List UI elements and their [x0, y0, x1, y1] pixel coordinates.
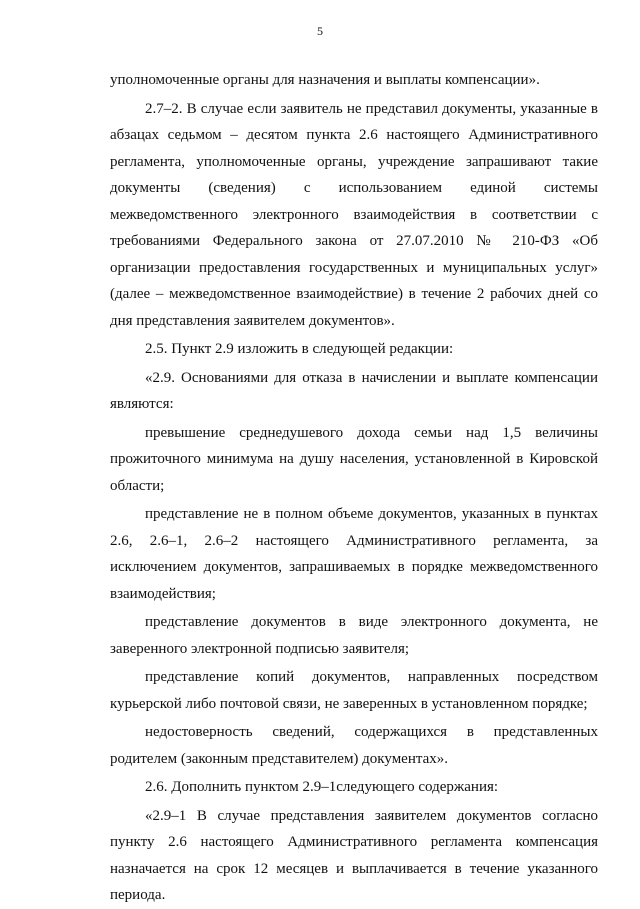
paragraph-refusal-unreliable: недостоверность сведений, содержащихся в представленных родителем (законным представителем) документах». — [110, 724, 598, 767]
paragraph-refusal-income: превышение среднедушевого дохода семьи над 1,5 величины прожиточного минимума на душу населения, установленной в Кировской области; — [110, 424, 598, 494]
paragraph-refusal-incomplete: представление не в полном объеме документов, указанных в пунктах 2.6, 2.6–1, 2.6–2 настоящего Административного регламента, за исключением документов, запрашиваемых в порядке межведомственного взаимодействия; — [110, 506, 598, 602]
paragraph-refusal-electronic: представление документов в виде электронного документа, не заверенного электронной подписью заявителя; — [110, 614, 598, 657]
document-body — [110, 67, 598, 909]
page-number: 5 — [317, 24, 323, 38]
paragraph-2-9-intro: «2.9. Основаниями для отказа в начислении и выплате компенсации являются: — [110, 369, 598, 412]
paragraph-2-9-1: «2.9–1 В случае представления заявителем документов согласно пункту 2.6 настоящего Административного регламента компенсация назначается на срок 12 месяцев и выплачивается в течение указанного периода. — [110, 807, 598, 903]
paragraph-2-6: 2.6. Дополнить пунктом 2.9–1следующего содержания: — [145, 779, 499, 795]
paragraph-2-7-2: 2.7–2. В случае если заявитель не представил документы, указанные в абзацах седьмом – десятом пункта 2.6 настоящего Административного регламента, уполномоченные органы, учреждение запрашивают такие документы (сведения) с использованием единой системы межведомственного электронного взаимодействия в соответствии с требованиями Федерального закона от 27.07.2010 № 210-ФЗ «Об организации предоставления государственных и муниципальных услуг» (далее – межведомственное взаимодействие) в течение 2 рабочих дней со дня представления заявителем документов». — [110, 100, 598, 329]
paragraph-refusal-copies: представление копий документов, направленных посредством курьерской либо почтовой связи, не заверенных в установленном порядке; — [110, 669, 598, 712]
paragraph-continuation: уполномоченные органы для назначения и выплаты компенсации». — [110, 72, 540, 88]
paragraph-2-5: 2.5. Пункт 2.9 изложить в следующей редакции: — [145, 341, 454, 357]
